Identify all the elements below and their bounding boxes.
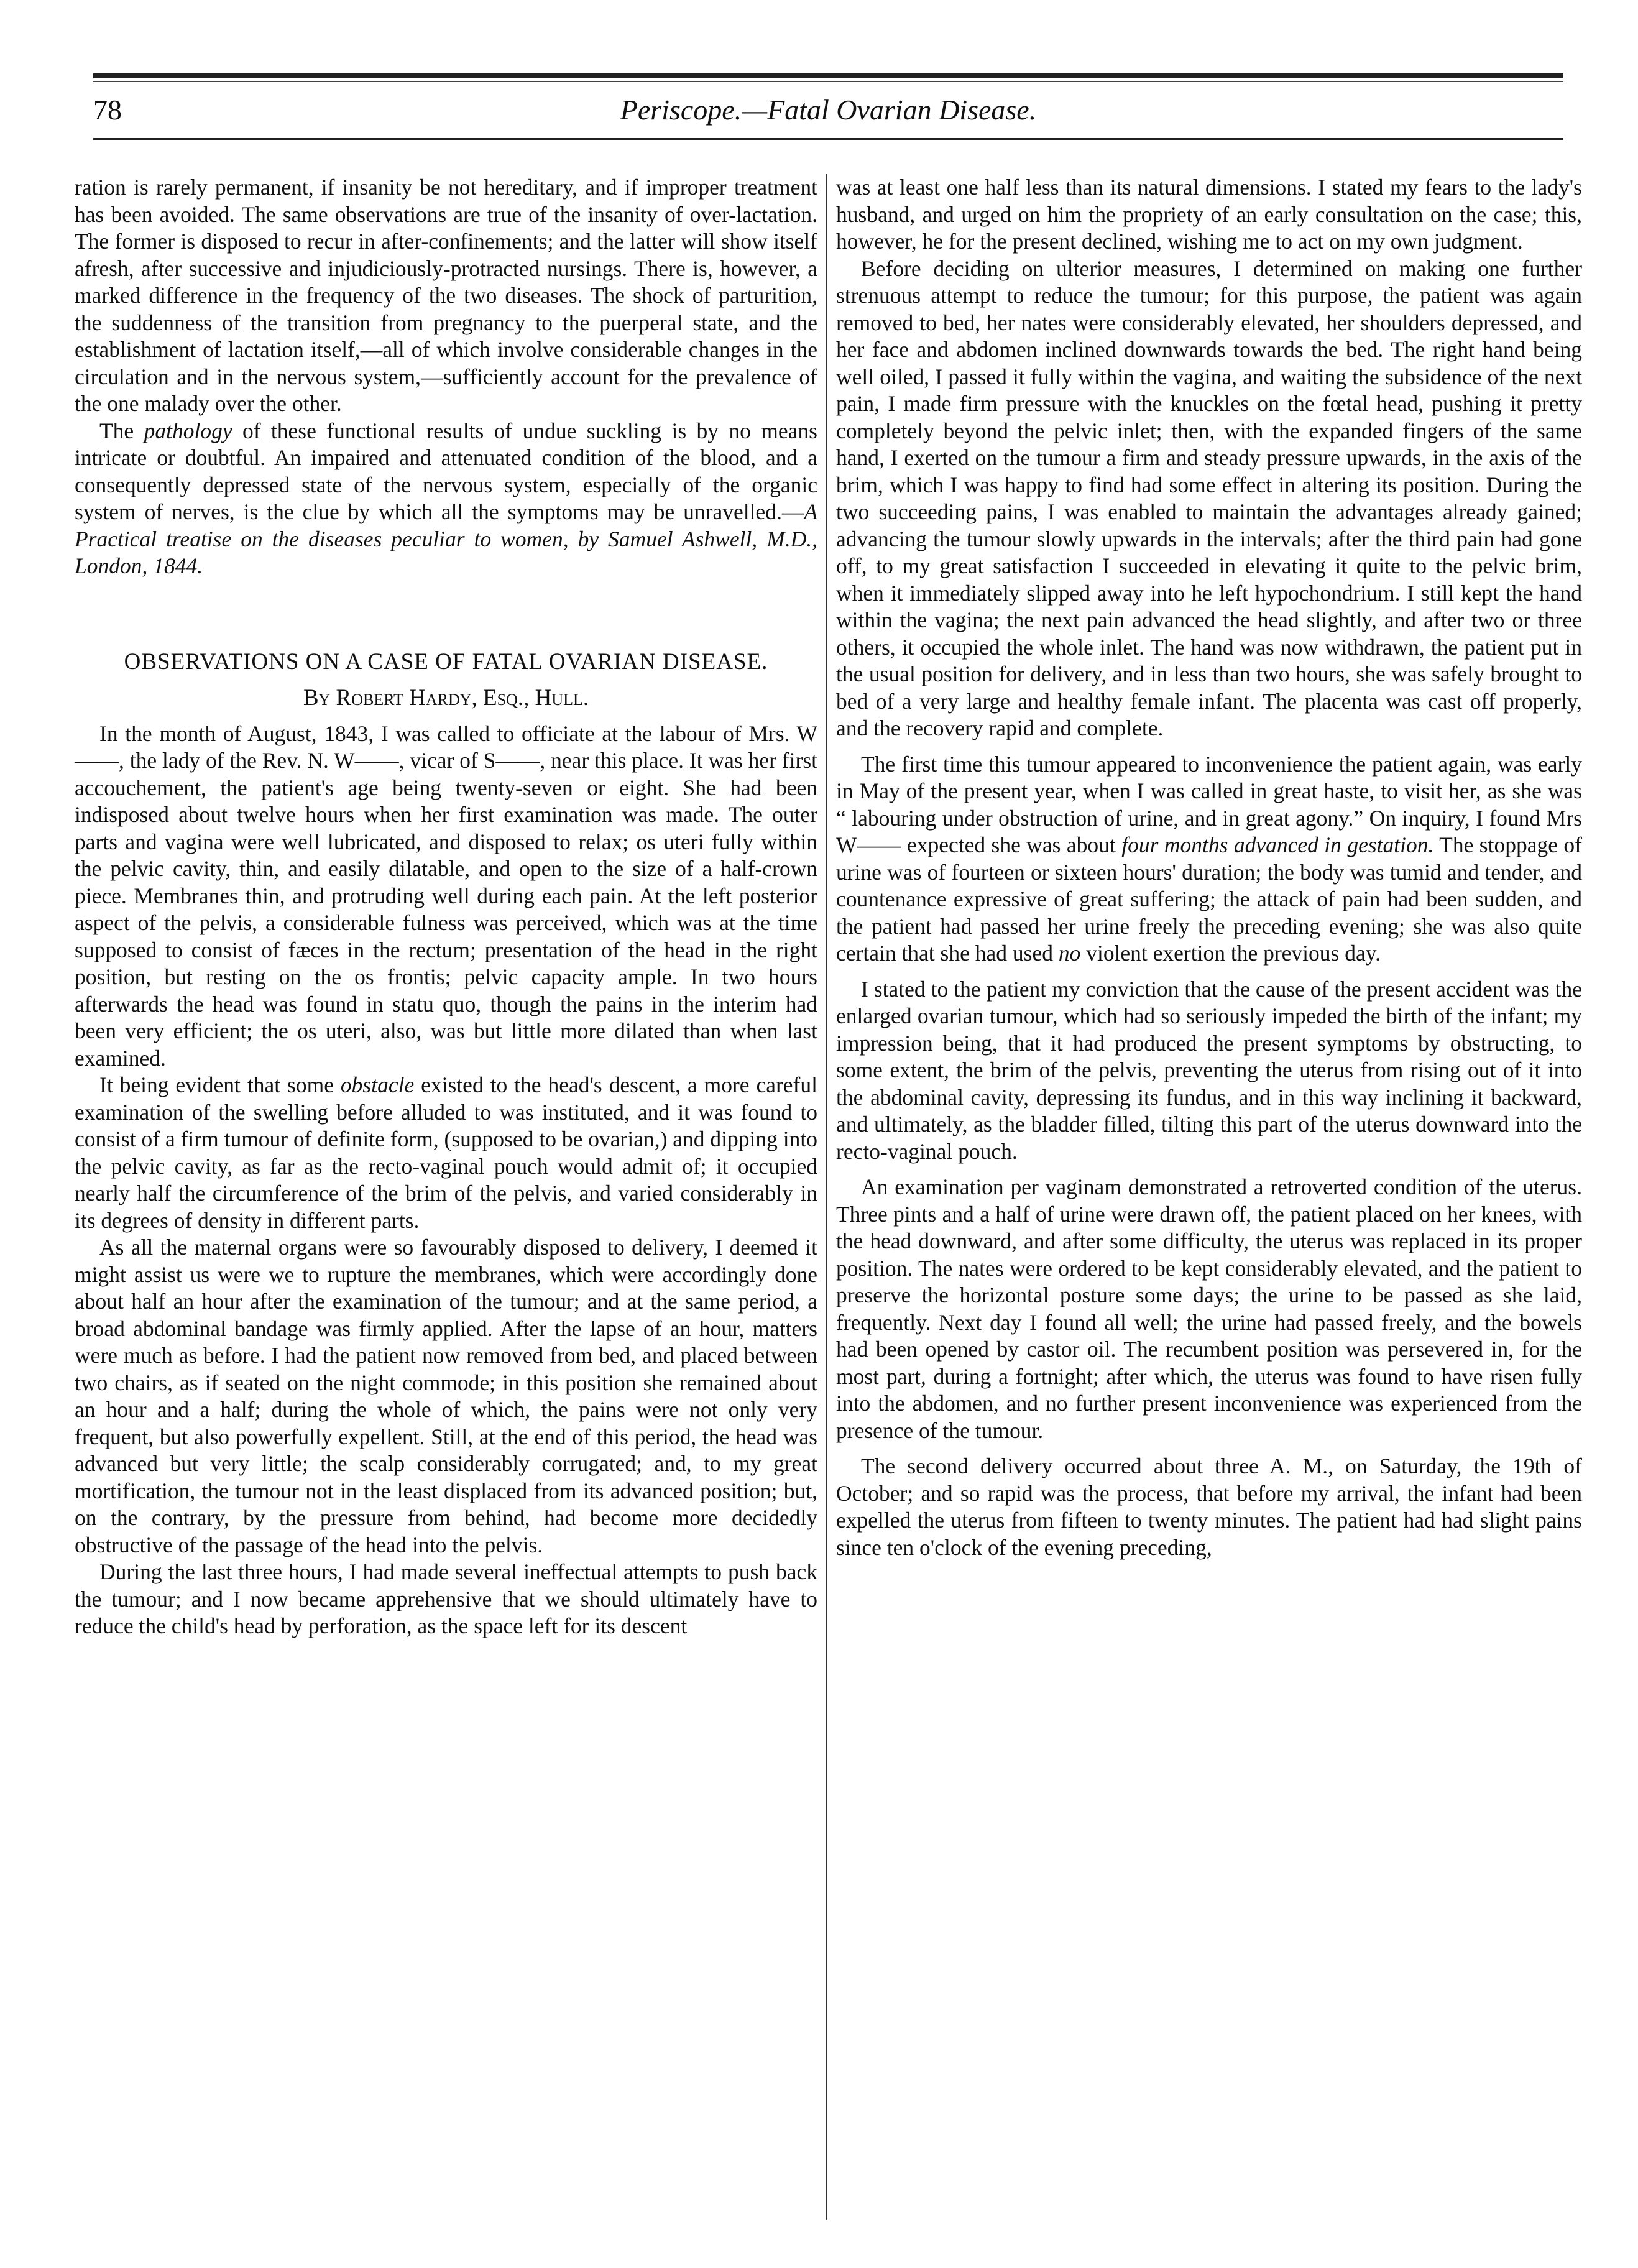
paragraph: An examination per vaginam demonstrated a retroverted condition of the uterus. Three pints and a half of urine were drawn off, the patient placed on her knees, with the head downward, and after some difficulty, the uterus was replaced in its proper position. The nates were ordered to be kept considerably elevated, and the patient to preserve the horizontal posture some days; the urine to be passed as she laid, frequently. Next day I found all well; the urine had passed freely, and the bowels had been opened by castor oil. The recumbent position was persevered in, for the most part, during a fortnight; after which, the uterus was found to have risen fully into the abdomen, and no further present inconvenience was experienced from the presence of the tumour. xyxy=(836,1174,1582,1443)
italic-term: obstacle xyxy=(340,1072,415,1097)
text-run: violent exertion the previous day. xyxy=(1080,941,1381,966)
citation: A Practical treatise on the diseases peculiar to women, by Samuel Ashwell, M.D., London, 1844. xyxy=(75,499,817,578)
page-number: 78 xyxy=(93,94,122,126)
paragraph: ration is rarely permanent, if insanity be not hereditary, and if improper treatment has been avoided. The same observations are true of the insanity of over-lactation. The former is disposed to recur in after-confinements; and the latter will show itself afresh, after successive and injudiciously-protracted nursings. There is, however, a marked difference in the frequency of the two diseases. The shock of parturition, the suddenness of the transition from pregnancy to the puerperal state, and the establishment of lactation itself,—all of which involve considerable changes in the circulation and in the nervous system,—sufficiently account for the prevalence of the one malady over the other. xyxy=(75,175,817,416)
section-gap xyxy=(75,580,817,648)
paragraph xyxy=(836,751,1582,967)
paragraph xyxy=(75,418,817,580)
paragraph: I stated to the patient my conviction that the cause of the present accident was the enlarged ovarian tumour, which had so seriously impeded the birth of the infant; my impression being, that it had produced the present symptoms by obstructing, to some extent, the brim of the pelvis, preventing the uterus from rising out of it into the abdominal cavity, depressing its fundus, and in this way inclining it backward, and ultimately, as the bladder filled, tilting this part of the uterus downward into the recto-vaginal pouch. xyxy=(836,976,1582,1164)
paragraph: During the last three hours, I had made several ineffectual attempts to push back the tumour; and I now became apprehensive that we should ultimately have to reduce the child's head by perforation, as the space left for its descent xyxy=(75,1559,817,1638)
page-header xyxy=(93,93,1563,131)
running-title: Periscope.—Fatal Ovarian Disease. xyxy=(620,94,1037,126)
text-run: existed to the head's descent, a more careful examination of the swelling before alluded to was instituted, and it was found to consist of a firm tumour of definite form, (supposed to be ovarian,) and dipping into the pelvic cavity, as far as the recto-vaginal pouch would admit of; it occupied nearly half the circumference of the brim of the pelvis, and varied considerably in its degrees of density in different parts. xyxy=(75,1072,817,1233)
top-rule-thin xyxy=(93,81,1563,82)
article-title: OBSERVATIONS ON A CASE OF FATAL OVARIAN DISEASE. xyxy=(124,648,768,675)
byline: By Robert Hardy, Esq., Hull. xyxy=(303,685,589,711)
paragraph: was at least one half less than its natural dimensions. I stated my fears to the lady's husband, and urged on him the propriety of an early consultation on the case; this, however, he for the present declined, wishing me to act on my own judgment. xyxy=(836,175,1582,254)
paragraph: As all the maternal organs were so favourably disposed to delivery, I deemed it might assist us were we to rupture the membranes, which were accordingly done about half an hour after the examination of the tumour; and at the same period, a broad abdominal bandage was firmly applied. After the lapse of an hour, matters were much as before. I had the patient now removed from bed, and placed between two chairs, as if seated on the night commode; in this position she remained about an hour and a half; during the whole of which, the pains were not only very frequent, but also powerfully expellent. Still, at the end of this period, the head was advanced but very little; the scalp considerably corrugated; and, to my great mortification, the tumour not in the least displaced from its advanced position; but, on the contrary, by the pressure from behind, had become more decidedly obstructive of the passage of the head into the pelvis. xyxy=(75,1235,817,1557)
header-rule xyxy=(93,138,1563,140)
italic-term: four months advanced in gestation. xyxy=(1121,832,1434,857)
italic-term: no xyxy=(1058,941,1081,966)
text-run: of these functional results of undue suckling is by no means intricate or doubtful. An impaired and attenuated condition of the blood, and a consequently depressed state of the nervous system, especially of the organic system of nerves, is the clue by which all the symptoms may be unravelled.— xyxy=(75,418,817,524)
paragraph: Before deciding on ulterior measures, I determined on making one further strenuous attempt to reduce the tumour; for this purpose, the patient was again removed to bed, her nates were considerably elevated, her shoulders depressed, and her face and abdomen inclined downwards towards the bed. The right hand being well oiled, I passed it fully within the vagina, and waiting the subsidence of the next pain, I made firm pressure with the knuckles on the fœtal head, pushing it pretty completely beyond the pelvic inlet; then, with the expanded fingers of the same hand, I exerted on the tumour a firm and steady pressure upwards, in the axis of the brim, which I was happy to find had some effect in altering its position. During the two succeeding pains, I was enabled to maintain the advantages already gained; advancing the tumour slowly upwards in the intervals; after the third pain had gone off, to my great satisfaction I succeeded in elevating it quite to the pelvic brim, when it immediately slipped away into he left hypochondrium. I still kept the hand within the vagina; the next pain advanced the head slightly, and after two or three others, it occupied the whole inlet. The hand was now withdrawn, the patient put in the usual position for delivery, and in less than two hours, she was safely brought to bed of a very large and healthy female infant. The placenta was cast off properly, and the recovery rapid and complete. xyxy=(836,256,1582,740)
top-rule xyxy=(93,73,1563,78)
paragraph xyxy=(75,1072,817,1234)
italic-term: pathology xyxy=(144,418,232,443)
text-run: The xyxy=(99,418,144,443)
left-column xyxy=(75,174,817,1640)
text-run: The first time this tumour appeared to inconvenience the patient again, was early in May of the present year, when I was called in great haste, to visit her, as she was “ labouring under obstruction of urine, and in great agony.” On inquiry, I found Mrs W—— expected she was about xyxy=(836,751,1582,857)
text-run: The stoppage of urine was of fourteen or sixteen hours' duration; the body was tumid and tender, and countenance expressive of great suffering; the attack of pain had been sudden, and the patient had passed her urine freely the preceding evening; she was also quite certain that she had used xyxy=(836,832,1582,966)
paragraph: The second delivery occurred about three A. M., on Saturday, the 19th of October; and so rapid was the process, that before my arrival, the infant had been expelled the uterus from fifteen to twenty minutes. The patient had had slight pains since ten o'clock of the evening preceding, xyxy=(836,1454,1582,1560)
text-run: It being evident that some xyxy=(99,1072,341,1097)
column-divider xyxy=(826,174,827,2220)
paragraph: In the month of August, 1843, I was called to officiate at the labour of Mrs. W——, the lady of the Rev. N. W——, vicar of S——, near this place. It was her first accouchement, the patient's age being twenty-seven or eight. She had been indisposed about twelve hours when her first examination was made. The outer parts and vagina were well lubricated, and disposed to relax; os uteri fully within the pelvic cavity, thin, and easily dilatable, and open to the size of a half-crown piece. Membranes thin, and protruding well during each pain. At the left posterior aspect of the pelvis, a considerable fulness was perceived, which was at the time supposed to consist of fæces in the rectum; presentation of the head in the right position, but resting on the os frontis; pelvic capacity ample. In two hours afterwards the head was found in statu quo, though the pains in the interim had been very efficient; the os uteri, also, was but little more dilated than when last examined. xyxy=(75,721,817,1071)
right-column xyxy=(836,174,1582,1561)
